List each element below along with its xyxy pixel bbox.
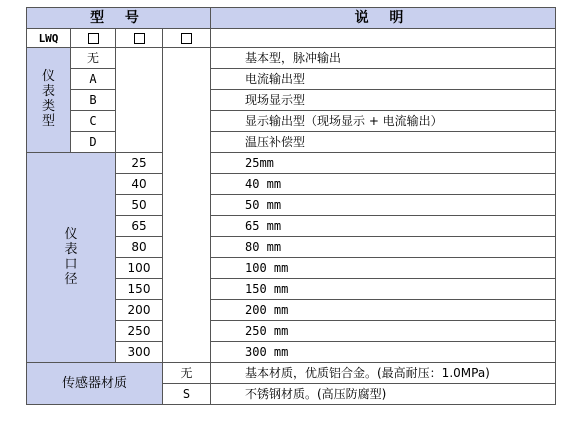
diameter-code: 300 bbox=[116, 342, 163, 363]
diameter-desc: 100 mm bbox=[211, 258, 556, 279]
diameter-code: 200 bbox=[116, 300, 163, 321]
type-row bbox=[27, 69, 556, 90]
material-desc: 基本材质，优质铝合金。(最高耐压：1.0MPa) bbox=[211, 363, 556, 384]
type-row bbox=[27, 90, 556, 111]
type-desc: 显示输出型（现场显示 + 电流输出） bbox=[211, 111, 556, 132]
checkbox-square-icon bbox=[134, 33, 145, 44]
diameter-row bbox=[27, 153, 556, 174]
diameter-desc: 25mm bbox=[211, 153, 556, 174]
diameter-code: 50 bbox=[116, 195, 163, 216]
type-desc: 现场显示型 bbox=[211, 90, 556, 111]
material-code: S bbox=[163, 384, 211, 405]
checkbox-square-icon bbox=[181, 33, 192, 44]
diameter-code: 65 bbox=[116, 216, 163, 237]
type-code: B bbox=[71, 90, 116, 111]
meter-diameter-group-label: 仪表口径 bbox=[27, 153, 116, 363]
type-code: D bbox=[71, 132, 116, 153]
type-desc: 温压补偿型 bbox=[211, 132, 556, 153]
diameter-desc: 150 mm bbox=[211, 279, 556, 300]
diameter-code: 40 bbox=[116, 174, 163, 195]
type-row bbox=[27, 48, 556, 69]
type-empty-col3 bbox=[116, 48, 163, 153]
diameter-code: 80 bbox=[116, 237, 163, 258]
material-desc: 不锈钢材质。(高压防腐型) bbox=[211, 384, 556, 405]
type-desc: 基本型，脉冲输出 bbox=[211, 48, 556, 69]
diameter-code: 25 bbox=[116, 153, 163, 174]
type-code: C bbox=[71, 111, 116, 132]
diameter-code: 100 bbox=[116, 258, 163, 279]
placeholder-box-1 bbox=[71, 29, 116, 48]
checkbox-square-icon bbox=[88, 33, 99, 44]
model-code: LWQ bbox=[27, 29, 71, 48]
code-row-desc bbox=[211, 29, 556, 48]
placeholder-box-3 bbox=[163, 29, 211, 48]
model-header: 型 号 bbox=[27, 8, 211, 29]
placeholder-box-2 bbox=[116, 29, 163, 48]
diameter-desc: 40 mm bbox=[211, 174, 556, 195]
diameter-desc: 80 mm bbox=[211, 237, 556, 258]
diameter-desc: 200 mm bbox=[211, 300, 556, 321]
type-row bbox=[27, 132, 556, 153]
diameter-desc: 300 mm bbox=[211, 342, 556, 363]
type-code: 无 bbox=[71, 48, 116, 69]
meter-type-group-label: 仪表类型 bbox=[27, 48, 71, 153]
description-header: 说 明 bbox=[211, 8, 556, 29]
type-code: A bbox=[71, 69, 116, 90]
type-desc: 电流输出型 bbox=[211, 69, 556, 90]
diameter-desc: 65 mm bbox=[211, 216, 556, 237]
diameter-code: 250 bbox=[116, 321, 163, 342]
diameter-code: 150 bbox=[116, 279, 163, 300]
material-code: 无 bbox=[163, 363, 211, 384]
model-selection-table bbox=[26, 7, 556, 405]
empty-col4 bbox=[163, 48, 211, 363]
type-row bbox=[27, 111, 556, 132]
code-row bbox=[27, 29, 556, 48]
sensor-material-group-label: 传感器材质 bbox=[27, 363, 163, 405]
diameter-desc: 50 mm bbox=[211, 195, 556, 216]
table-header-row bbox=[27, 8, 556, 29]
diameter-desc: 250 mm bbox=[211, 321, 556, 342]
material-row bbox=[27, 363, 556, 384]
